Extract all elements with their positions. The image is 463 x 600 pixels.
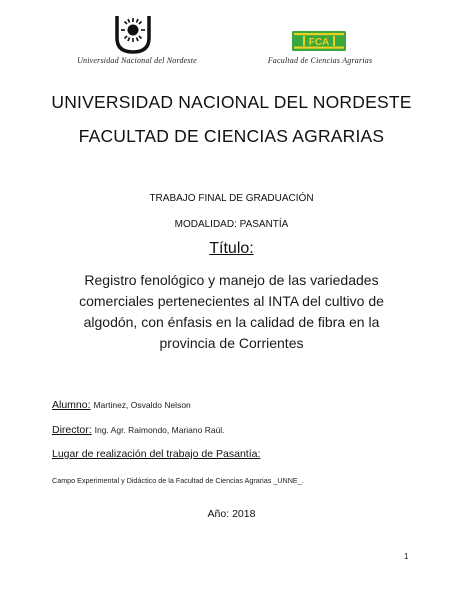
place-row — [52, 448, 260, 460]
unne-logo — [113, 12, 153, 56]
fca-logo — [290, 28, 348, 54]
place-label: Lugar de realización del trabajo de Pasantía: — [52, 448, 261, 460]
student-value: Martinez, Osvaldo Nelson — [93, 400, 191, 410]
title-label: Título: — [209, 240, 254, 257]
place-value: Campo Experimental y Didáctico de la Facultad de Ciencias Agrarias _UNNE_. — [52, 476, 304, 485]
unne-emblem-icon — [113, 12, 153, 56]
fca-emblem-text: FCA — [308, 36, 330, 48]
director-value: Ing. Agr. Raimondo, Mariano Raúl. — [94, 425, 225, 435]
title-text — [0, 270, 463, 354]
page-number: 1 — [404, 552, 409, 561]
fca-emblem-icon — [290, 28, 348, 54]
work-type: TRABAJO FINAL DE GRADUACIÓN — [149, 193, 314, 204]
student-label: Alumno: — [52, 399, 91, 411]
title-line: provincia de Corrientes — [159, 335, 304, 351]
fca-caption: Facultad de Ciencias Agrarias — [267, 56, 373, 65]
title-line: algodón, con énfasis en la calidad de fibra en la — [83, 314, 380, 330]
director-label: Director: — [52, 424, 92, 436]
faculty-name: FACULTAD DE CIENCIAS AGRARIAS — [78, 126, 385, 146]
year: Año: 2018 — [207, 508, 256, 520]
title-line: Registro fenológico y manejo de las variedades — [84, 272, 379, 288]
university-name: UNIVERSIDAD NACIONAL DEL NORDESTE — [51, 92, 412, 112]
unne-caption: Universidad Nacional del Nordeste — [77, 56, 197, 65]
modality: MODALIDAD: PASANTÍA — [174, 219, 289, 230]
title-line: comerciales pertenecientes al INTA del cultivo de — [79, 293, 384, 309]
director-row — [52, 424, 225, 436]
student-row — [52, 399, 191, 411]
